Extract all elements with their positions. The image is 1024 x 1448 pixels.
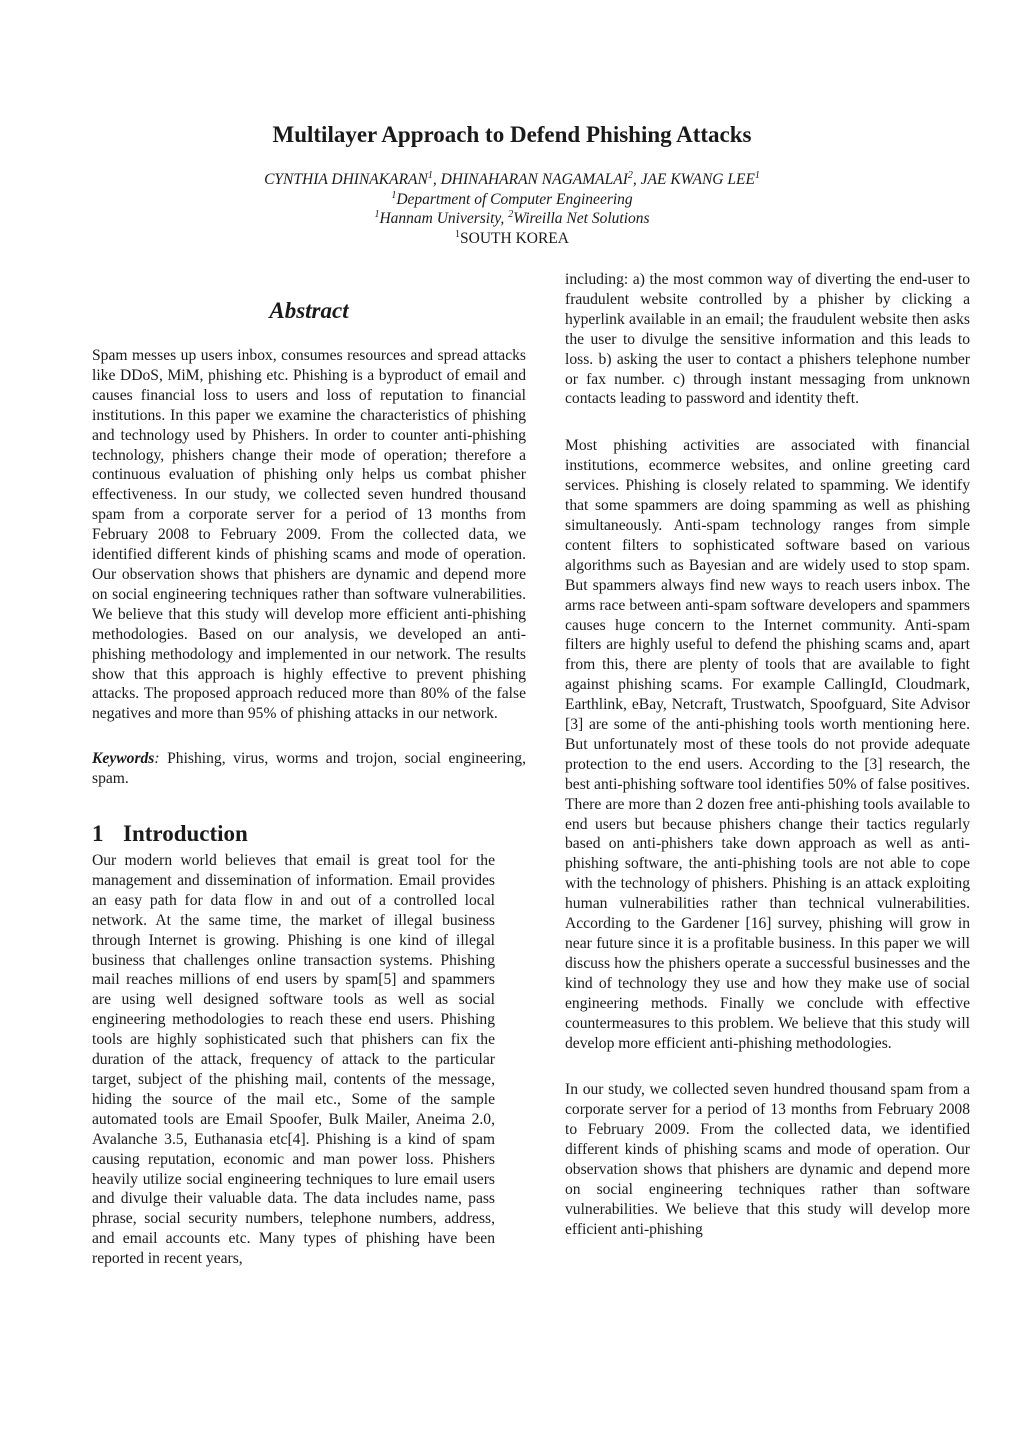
abstract-text: Spam messes up users inbox, consumes resources and spread attacks like DDoS, MiM, phishing etc. Phishing is a byproduct of email and causes financial loss to users and loss of reputation to financial institutions. In this paper we examine the characteristics of phishing and technology used by Phishers. In order to counter anti-phishing technology, phishers change their mode of operation; therefore a continuous evaluation of phishing only helps us combat phisher effectiveness. In our study, we collected seven hundred thousand spam from a corporate server for a period of 13 months from February 2008 to February 2009. From the collected data, we identified different kinds of phishing scams and mode of operation. Our observation shows that phishers are dynamic and depend more on social engineering techniques rather than software vulnerabilities. We believe that this study will develop more efficient anti-phishing methodologies. Based on our analysis, we developed an anti-phishing methodology and implemented in our network. The results show that this approach is highly effective to prevent phishing attacks. The proposed approach reduced more than 80% of the false negatives and more than 95% of phishing attacks in our network. — [92, 347, 526, 723]
author-affiliations: $^1$Hannam University, $^2$Wireilla Net Solutions — [374, 209, 650, 228]
author-block — [0, 170, 1024, 248]
introduction-paragraph-3: In our study, we collected seven hundred thousand spam from a corporate server for a period of 13 months from February 2008 to February 2009. From the collected data, we identified different kinds of phishing scams and mode of operation. Our observation shows that phishers are dynamic and depend more on social engineering techniques rather than software vulnerabilities. We believe that this study will develop more efficient anti-phishing — [565, 1081, 970, 1238]
author-country: $^1$SOUTH KOREA — [455, 228, 569, 247]
keywords: Keywords: Phishing, virus, worms and trojon, social engineering, spam. — [92, 750, 526, 788]
paper-title: Multilayer Approach to Defend Phishing Attacks — [272, 122, 752, 147]
section-title: Introduction — [123, 821, 248, 847]
right-column — [565, 270, 970, 1240]
introduction-paragraph-1: Our modern world believes that email is great tool for the management and dissemination of information. Email provides an easy path for data flow in and out of a controlled local network. At the same time, the market of illegal business through Internet is growing. Phishing is one kind of illegal business that challenges online transaction systems. Phishing mail reaches millions of end users by spam[5] and spammers are using well designed software tools as well as social engineering methodologies to reach these end users. Phishing tools are highly sophisticated such that phishers can fix the duration of the attack, frequency of attack to the particular target, subject of the phishing mail, contents of the message, hiding the source of the mail etc., Some of the sample automated tools are Email Spoofer, Bulk Mailer, Aneima 2.0, Avalanche 3.5, Euthanasia etc[4]. Phishing is a kind of spam causing reputation, economic and man power loss. Phishers heavily utilize social engineering techniques to lure email users and divulge their valuable data. The data includes name, pass phrase, social security numbers, telephone numbers, address, and email accounts etc. Many types of phishing have been reported in recent years, — [92, 852, 495, 1268]
left-column — [92, 296, 526, 1269]
keywords-label: Keywords — [92, 750, 155, 768]
author-3: JAE KWANG LEE — [640, 171, 755, 188]
abstract-heading: Abstract — [269, 298, 349, 323]
keywords-text: Phishing, virus, worms and trojon, social engineering, spam. — [92, 750, 526, 788]
introduction-paragraph-1-continued: including: a) the most common way of diverting the end-user to fraudulent website controlled by a phisher by clicking a hyperlink available in an email; the fraudulent website then asks the user to divulge the sensitive information and this leads to loss. b) asking the user to contact a phishers telephone number or fax number. c) through instant messaging from unknown contacts leading to password and identity theft. — [565, 271, 970, 408]
author-names: CYNTHIA DHINAKARAN$^1$, DHINAHARAN NAGAMALAI$^2$, JAE KWANG LEE$^1$ — [264, 169, 760, 188]
introduction-paragraph-2: Most phishing activities are associated with financial institutions, ecommerce websites, and online greeting card services. Phishing is closely related to spamming. We identify that some spammers are doing spamming as well as phishing simultaneously. Anti-spam technology ranges from simple content filters to sophisticated software based on various algorithms such as Bayesian and are widely used to stop spam. But spammers always find new ways to reach users inbox. The arms race between anti-spam software developers and spammers causes huge concern to the Internet community. Anti-spam filters are highly useful to defend the phishing scams and, apart from this, there are plenty of tools that are available to fight against phishing scams. For example CallingId, Cloudmark, Earthlink, eBay, Netcraft, Trustwatch, Spoofguard, Site Advisor [3] are some of the anti-phishing tools worth mentioning here. But unfortunately most of these tools do not provide adequate protection to the end users. According to the [3] research, the best anti-phishing software tool identifies 50% of false positives. There are more than 2 dozen free anti-phishing tools available to end users but because phishers change their tactics regularly based on anti-phishers take down approach as well as anti-phishing software, the anti-phishing tools are not able to cope with the technology of phishers. Phishing is an attack exploiting human vulnerabilities rather than technical vulnerabilities. According to the Gardener [16] survey, phishing will grow in near future since it is a profitable business. In this paper we will discuss how the phishers operate a successful businesses and the kind of technology they use and how they make use of social engineering methods. Finally we conclude with effective countermeasures to this problem. We believe that this study will develop more efficient anti-phishing methodologies. — [565, 437, 970, 1052]
author-department: $^1$Department of Computer Engineering — [391, 189, 633, 208]
author-1: CYNTHIA DHINAKARAN — [264, 171, 428, 188]
author-2: DHINAHARAN NAGAMALAI — [440, 171, 628, 188]
introduction-heading — [92, 820, 526, 848]
section-number: 1 — [92, 821, 104, 847]
